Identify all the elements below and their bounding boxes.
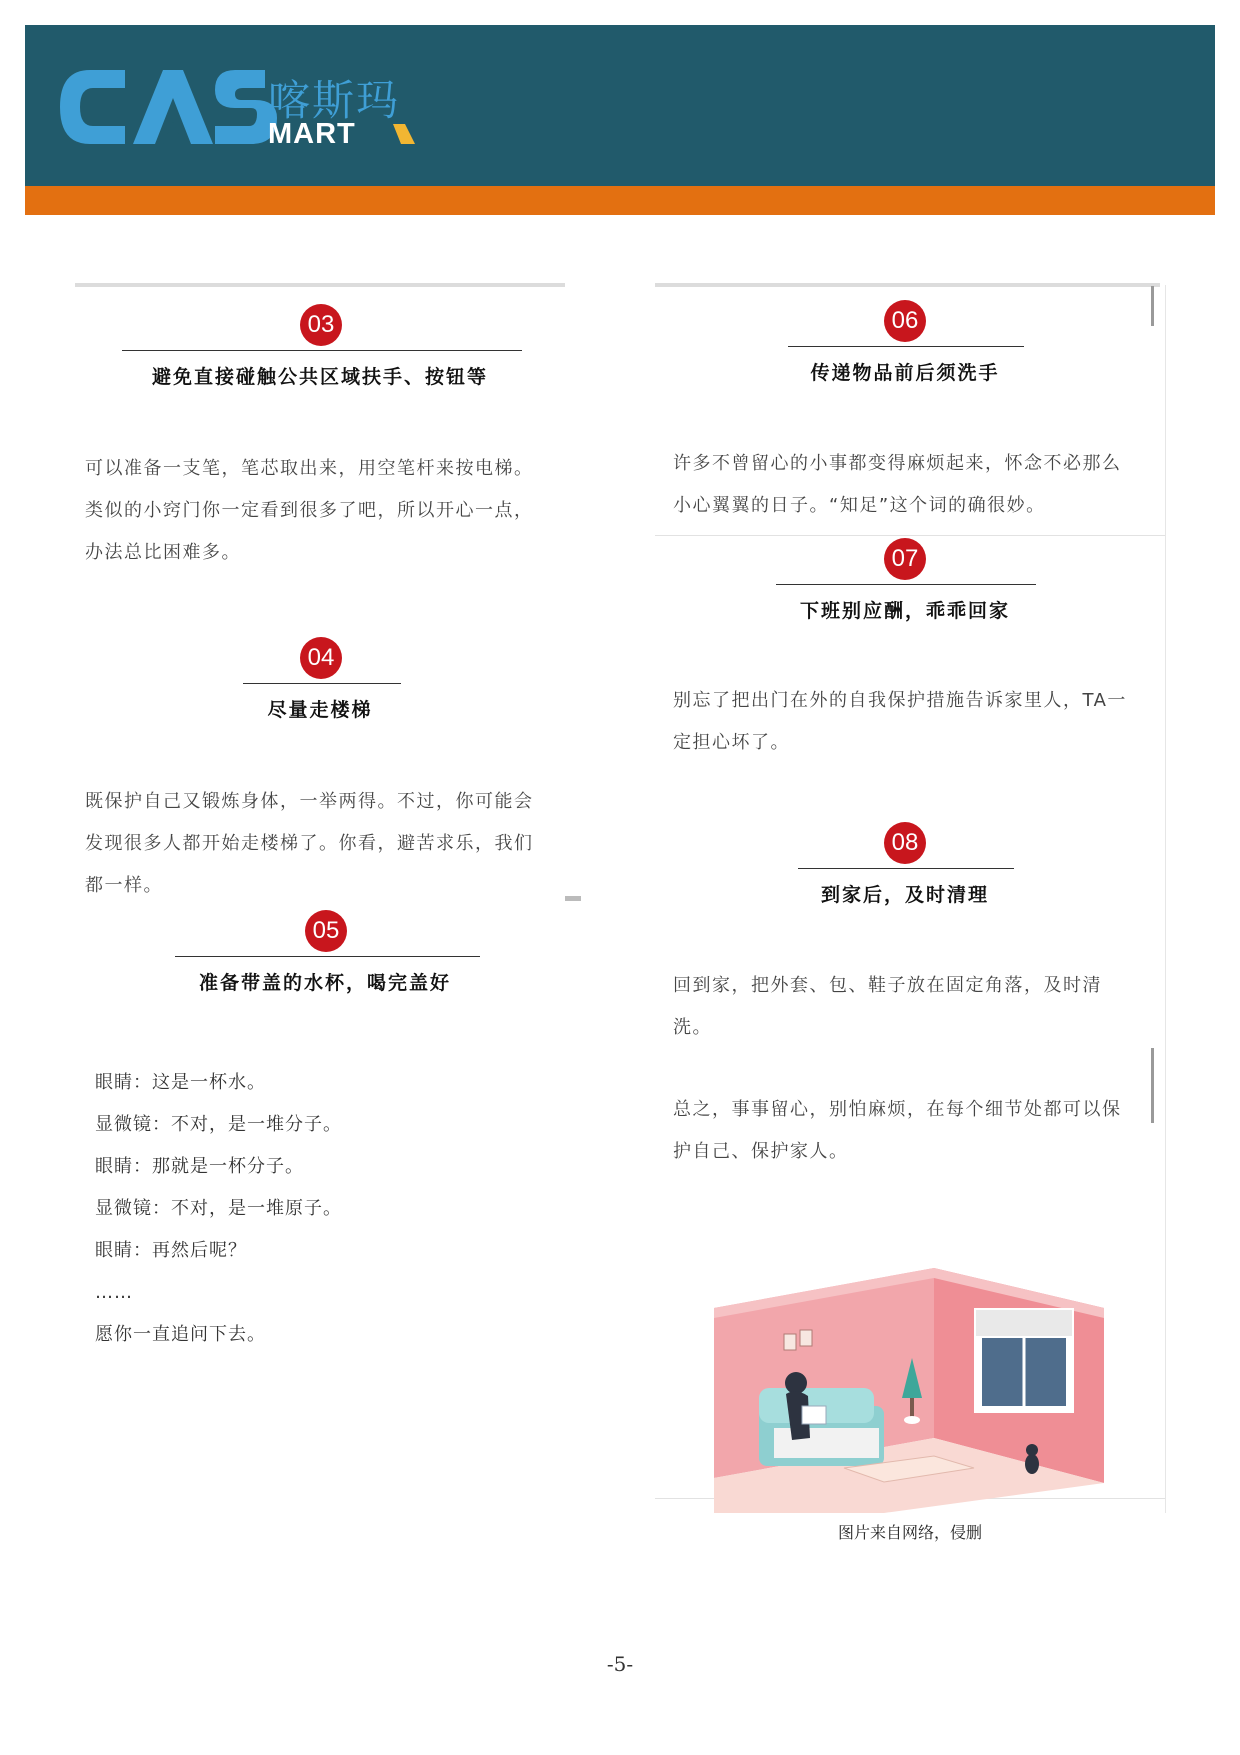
section-rule: [776, 584, 1036, 585]
section-text-03: [85, 448, 534, 574]
image-caption: 图片来自网络，侵删: [837, 1523, 982, 1542]
text-line: 既保护自己又锻炼身体，一举两得。不过，你可能会: [85, 791, 534, 812]
header-orange-stripe: [25, 186, 1215, 215]
section-rule: [798, 868, 1014, 869]
section-title-04: 尽量走楼梯: [267, 699, 373, 721]
logo-english-name: MART: [268, 118, 356, 150]
section-separator: [655, 535, 1165, 536]
section-rule: [175, 956, 480, 957]
text-line: 都一样。: [85, 875, 163, 896]
dialog-line: ……: [95, 1282, 133, 1303]
right-column-top-rule: [655, 283, 1160, 287]
logo-chinese-name: 喀斯玛: [268, 76, 401, 125]
section-rule: [122, 350, 522, 351]
text-line: 别忘了把出门在外的自我保护措施告诉家里人，TA一: [673, 690, 1127, 711]
section-text-06: [673, 443, 1122, 527]
section-title-03: 避免直接碰触公共区域扶手、按钮等: [151, 366, 488, 388]
section-rule: [243, 683, 401, 684]
page-number: -5-: [606, 1652, 634, 1676]
dialog-text-05: [95, 1062, 342, 1356]
section-title-06: 传递物品前后须洗手: [810, 362, 1000, 384]
text-line: 可以准备一支笔，笔芯取出来，用空笔杆来按电梯。: [85, 458, 534, 479]
dialog-line: 眼睛：这是一杯水。: [95, 1072, 266, 1093]
scroll-indicator-bottom: [1151, 1048, 1154, 1123]
section-text-07: [673, 680, 1127, 764]
text-line: 洗。: [673, 1017, 712, 1038]
dialog-line: 眼睛：那就是一杯分子。: [95, 1156, 304, 1177]
text-line: 护自己、保护家人。: [673, 1141, 849, 1162]
dialog-line: 愿你一直追问下去。: [95, 1324, 266, 1345]
text-line: 总之，事事留心，别怕麻烦，在每个细节处都可以保: [673, 1099, 1122, 1120]
column-marker: [565, 896, 581, 901]
text-line: 发现很多人都开始走楼梯了。你看，避苦求乐，我们: [85, 833, 534, 854]
home-room-illustration: [714, 1268, 1114, 1513]
text-line: 许多不曾留心的小事都变得麻烦起来，怀念不必那么: [673, 453, 1122, 474]
text-line: 类似的小窍门你一定看到很多了吧，所以开心一点，: [85, 500, 534, 521]
dialog-line: 显微镜：不对，是一堆原子。: [95, 1198, 342, 1219]
section-title-05: 准备带盖的水杯，喝完盖好: [198, 972, 451, 994]
section-badge-03: 03: [300, 304, 342, 346]
text-line: 回到家，把外套、包、鞋子放在固定角落，及时清: [673, 975, 1102, 996]
section-text-04: [85, 781, 534, 907]
dialog-line: 眼睛：再然后呢？: [95, 1240, 247, 1261]
section-badge-08: 08: [884, 822, 926, 864]
left-column-top-rule: [75, 283, 565, 287]
section-badge-04: 04: [300, 637, 342, 679]
closing-text: [673, 1089, 1122, 1173]
section-text-08: [673, 965, 1102, 1049]
section-title-08: 到家后，及时清理: [820, 884, 989, 906]
section-title-07: 下班别应酬，乖乖回家: [799, 600, 1010, 622]
dialog-line: 显微镜：不对，是一堆分子。: [95, 1114, 342, 1135]
section-badge-06: 06: [884, 300, 926, 342]
text-line: 小心翼翼的日子。“知足”这个词的确很妙。: [673, 495, 1046, 516]
text-line: 定担心坏了。: [673, 732, 790, 753]
right-column-border: [1165, 285, 1166, 1513]
section-rule: [788, 346, 1024, 347]
section-badge-05: 05: [305, 910, 347, 952]
text-line: 办法总比困难多。: [85, 542, 241, 563]
section-badge-07: 07: [884, 538, 926, 580]
scroll-indicator-top: [1151, 286, 1154, 326]
